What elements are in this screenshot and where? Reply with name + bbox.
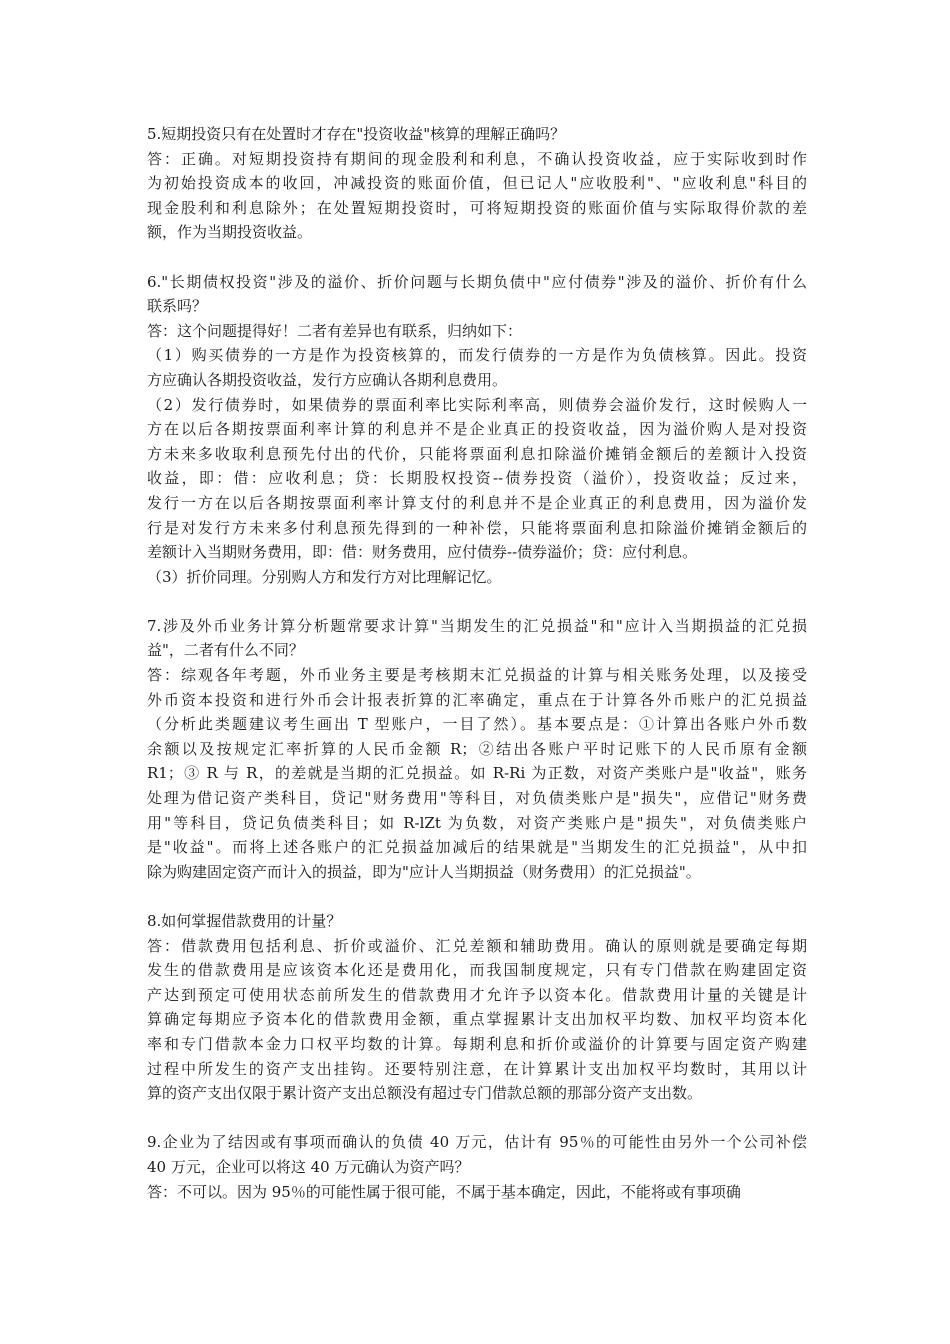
answer-text-line: 现金股利和利息除外；在处置短期投资时，可将短期投资的账面价值与实际取得价款的差 [147, 198, 807, 217]
answer-text-line: 外币资本投资和进行外币会计报表折算的汇率确定，重点在于计算各外币账户的汇兑损益 [147, 690, 807, 709]
document-body [147, 122, 807, 1229]
answer-text-line: 行是对发行方未来多付利息预先得到的一种补偿，只能将票面利息扣除溢价摊销金额后的 [147, 518, 807, 537]
answer-text-line: 率和专门借款本金力口权平均数的计算。每期利息和折价或溢价的计算要与固定资产购建 [147, 1034, 807, 1053]
answer-text-line: （1）购买债券的一方是作为投资核算的，而发行债券的一方是作为负债核算。因此。投资 [147, 346, 807, 365]
answer-text-line: 答：综观各年考题，外币业务主要是考核期末汇兑损益的计算与相关账务处理，以及接受 [147, 666, 807, 685]
answer-text-line: 除为购建固定资产而计入的损益，即为"应计人当期损益（财务费用）的汇兑损益"。 [147, 862, 701, 881]
answer-text-line: 算确定每期应予资本化的借款费用金额，重点掌握累计支出加权平均数、加权平均资本化 [147, 1010, 807, 1029]
question-block-qa-6 [147, 270, 807, 590]
answer-text-line: 发生的借款费用是应该资本化还是费用化，而我国制度规定，只有专门借款在购建固定资 [147, 961, 807, 980]
answer-text-line: 算的资产支出仅限于累计资产支出总额没有超过专门借款总额的那部分资产支出数。 [147, 1084, 703, 1103]
answer-text-line: 答：不可以。因为 95％的可能性属于很可能，不属于基本确定，因此，不能将或有事项确 [147, 1182, 741, 1201]
answer-text-line: 答：借款费用包括利息、折价或溢价、汇兑差额和辅助费用。确认的原则就是要确定每期 [147, 936, 807, 955]
answer-text-line: 方在以后各期按票面利率计算的利息并不是企业真正的投资收益，因为溢价购人是对投资 [147, 420, 807, 439]
answer-text-line: 联系吗？ [147, 297, 208, 316]
answer-text-line: 处理为借记资产类科目，贷记"财务费用"等科目，对负债类账户是"损失"，应借记"财务费 [147, 789, 807, 808]
answer-text-line: 答：正确。对短期投资持有期间的现金股利和利息，不确认投资收益，应于实际收到时作 [147, 149, 807, 168]
answer-text-line: 是"收益"。而将上述各账户的汇兑损益加减后的结果就是"当期发生的汇兑损益"，从中扣 [147, 838, 807, 857]
question-block-qa-5 [147, 122, 807, 245]
answer-text-line: （3）折价同理。分别购人方和发行方对比理解记忆。 [147, 567, 502, 586]
answer-text-line: 产达到预定可使用状态前所发生的借款费用才允许予以资本化。借款费用计量的关键是计 [147, 985, 807, 1004]
answer-text-line: （2）发行债券时，如果债券的票面利率比实际利率高，则债券会溢价发行，这时候购人一 [147, 395, 807, 414]
question-heading-line: 5.短期投资只有在处置时才存在"投资收益"核算的理解正确吗？ [147, 125, 566, 143]
question-heading-line: 6."长期债权投资"涉及的溢价、折价问题与长期负债中"应付债券"涉及的溢价、折价有什么 [147, 272, 807, 291]
answer-text-line: 方未来多收取利息预先付出的代价，只能将票面利息扣除溢价摊销金额后的差额计入投资 [147, 444, 807, 463]
question-heading-line: 9.企业为了结因或有事项而确认的负债 40 万元，估计有 95％的可能性由另外一个公司补偿 [147, 1133, 807, 1152]
question-block-qa-7 [147, 614, 807, 885]
answer-text-line: 余额以及按规定汇率折算的人民币金额 R；②结出各账户平时记账下的人民币原有金额 [147, 739, 807, 758]
answer-text-line: 发行一方在以后各期按票面利率计算支付的利息并不是企业真正的利息费用，因为溢价发 [147, 493, 807, 512]
question-heading-line: 7.涉及外币业务计算分析题常要求计算"当期发生的汇兑损益"和"应计入当期损益的汇兑损 [147, 616, 807, 635]
answer-text-line: （分析此类题建议考生画出 T 型账户，一目了然）。基本要点是：①计算出各账户外币数 [147, 715, 807, 734]
answer-text-line: 40 万元，企业可以将这 40 万元确认为资产吗？ [147, 1157, 470, 1176]
answer-text-line: 收益，即：借：应收利息；贷：长期股权投资--债券投资（溢价），投资收益；反过来， [147, 469, 807, 488]
answer-text-line: 过程中所发生的资产支出挂钩。还要特别注意，在计算累计支出加权平均数时，其用以计 [147, 1059, 807, 1078]
answer-text-line: 额，作为当期投资收益。 [147, 223, 313, 242]
answer-text-line: 益"，二者有什么不同？ [147, 641, 304, 660]
answer-text-line: 用"等科目，贷记负债类科目；如 R-lZt 为负数，对资产类账户是"损失"，对负债类账户 [147, 813, 807, 832]
answer-text-line: 答：这个问题提得好！二者有差异也有联系，归纳如下： [147, 321, 523, 340]
answer-text-line: 为初始投资成本的收回，冲减投资的账面价值，但已记人"应收股利"、"应收利息"科目的 [147, 174, 807, 193]
answer-text-line: 差额计入当期财务费用，即：借：财务费用，应付债券--债券溢价；贷：应付利息。 [147, 543, 698, 562]
question-block-qa-8 [147, 909, 807, 1106]
answer-text-line: 方应确认各期投资收益，发行方应确认各期利息费用。 [147, 370, 508, 389]
answer-text-line: R1；③ R 与 R，的差就是当期的汇兑损益。如 R-Ri 为正数，对资产类账户是"收益"，账务 [147, 764, 807, 783]
question-block-qa-9 [147, 1130, 807, 1204]
question-heading-line: 8.如何掌握借款费用的计量？ [147, 912, 342, 930]
